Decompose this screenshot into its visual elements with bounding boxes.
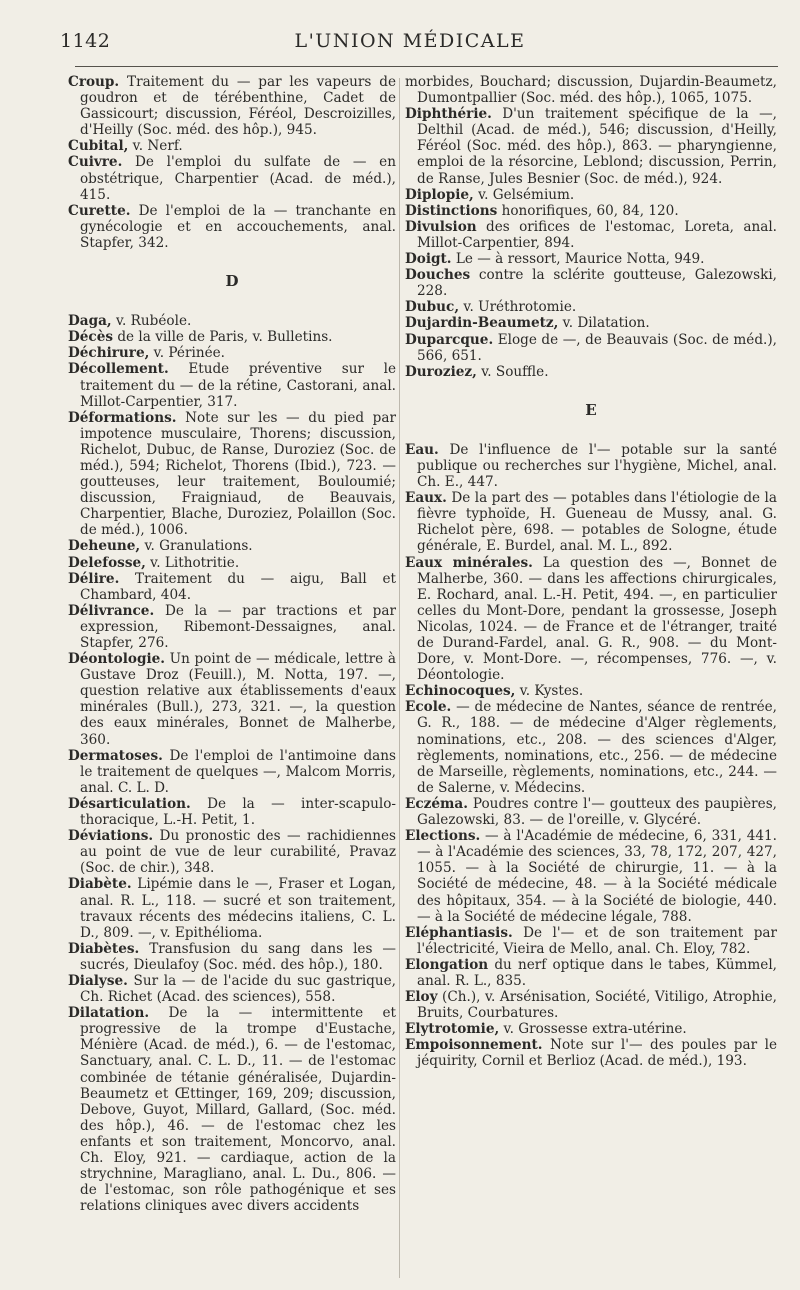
index-entry bbox=[405, 957, 777, 989]
entry-keyword: Désarticulation. bbox=[68, 795, 191, 812]
entry-text: De l'— et de son traitement par l'électricité, Vieira de Mello, anal. Ch. Eloy, 782. bbox=[417, 924, 777, 957]
entry-keyword: Déviations. bbox=[68, 828, 154, 845]
index-entry bbox=[68, 876, 396, 940]
index-entry bbox=[68, 1005, 396, 1214]
index-entry bbox=[68, 313, 396, 329]
index-entry bbox=[68, 571, 396, 603]
index-entry bbox=[405, 925, 777, 957]
entry-text: v. Dilatation. bbox=[558, 315, 650, 332]
entry-keyword: Eau. bbox=[405, 441, 439, 458]
entry-text: — à l'Académie de médecine, 6, 331, 441. — à l'Académie des sciences, 33, 78, 172, 207, 427, 1055. — à la Société de chirurgie, 11. — à la Société de médecine, 48. — à la Société médicale des hôpitaux, 354. — à la Société de biologie, 440. — à la Société de médecine légale, 788. bbox=[417, 828, 777, 925]
entry-text: Etude préventive sur le traitement du — de la rétine, Castorani, anal. Millot-Carpentier, 317. bbox=[80, 361, 396, 410]
index-entry bbox=[68, 361, 396, 409]
entry-text: v. Kystes. bbox=[515, 683, 584, 700]
entry-text: De l'emploi de l'antimoine dans le traitement de quelques —, Malcom Morris, anal. C. L. D. bbox=[80, 747, 396, 796]
index-entry bbox=[405, 1021, 777, 1037]
index-entry bbox=[68, 345, 396, 361]
entry-keyword: Déontologie. bbox=[68, 651, 166, 668]
index-entry bbox=[405, 828, 777, 925]
entry-keyword: Elongation bbox=[405, 956, 489, 973]
entry-text: De l'influence de l'— potable sur la santé publique ou recherches sur l'hygiène, Michel, anal. Ch. E., 447. bbox=[417, 441, 777, 491]
entry-keyword: Déformations. bbox=[68, 409, 177, 426]
entry-keyword: Elections. bbox=[405, 828, 481, 845]
index-entry bbox=[405, 442, 777, 490]
entry-text: De l'emploi de la — tranchante en gynécologie et en accouchements, anal. Stapfer, 342. bbox=[80, 202, 396, 251]
entry-keyword: Diabète. bbox=[68, 876, 132, 893]
index-entry bbox=[405, 796, 777, 828]
entry-text: (Ch.), v. Arsénisation, Société, Vitiligo, Atrophie, Bruits, Courbatures. bbox=[417, 989, 777, 1022]
section-letter: E bbox=[585, 400, 597, 419]
entry-text: v. Uréthrotomie. bbox=[459, 299, 577, 316]
header-rule bbox=[75, 66, 778, 67]
index-entry bbox=[405, 251, 777, 267]
page-number: 1142 bbox=[60, 30, 111, 52]
entry-keyword: Eaux. bbox=[405, 490, 447, 507]
entry-text: Eloge de —, de Beauvais (Soc. de méd.), 566, 651. bbox=[417, 331, 777, 364]
entry-text: du nerf optique dans le tabes, Kümmel, anal. R. L., 835. bbox=[417, 956, 777, 989]
entry-keyword: Eloy bbox=[405, 989, 438, 1006]
entry-text: Note sur l'— des poules par le jéquirity, Cornil et Berlioz (Acad. de méd.), 193. bbox=[417, 1037, 777, 1070]
index-entry bbox=[68, 538, 396, 554]
entry-text: des orifices de l'estomac, Loreta, anal. Millot-Carpentier, 894. bbox=[417, 218, 777, 251]
entry-text: Transfusion du sang dans les — sucrés, Dieulafoy (Soc. méd. des hôp.), 180. bbox=[80, 940, 396, 973]
index-entry bbox=[68, 748, 396, 796]
right-column bbox=[405, 74, 777, 1070]
entry-text: De la — inter-scapulo-thoracique, L.-H. Petit, 1. bbox=[80, 795, 396, 829]
entry-keyword: Douches bbox=[405, 267, 471, 284]
entry-keyword: Dermatoses. bbox=[68, 747, 163, 764]
entry-text: — de médecine de Nantes, séance de rentrée, G. R., 188. — de médecine d'Alger règlements, nominations, etc., 208. — des sciences d'Alger, règlements, nominations, etc., 256. — de médecine de Marseille, règlements, nominations, etc., 244. — de Salerne, v. Médecins. bbox=[417, 699, 777, 796]
entry-keyword: Empoisonnement. bbox=[405, 1037, 543, 1054]
index-entry bbox=[68, 828, 396, 876]
entry-keyword: Deheune, bbox=[68, 538, 141, 555]
entry-keyword: Dialyse. bbox=[68, 972, 128, 989]
index-entry bbox=[405, 332, 777, 364]
entry-text: Du pronostic des — rachidiennes au point de vue de leur curabilité, Pravaz (Soc. de chir.), 348. bbox=[80, 828, 396, 877]
entry-text: De la — intermittente et progressive de la trompe d'Eustache, Ménière (Acad. de méd.), 6. — de l'estomac, Sanctuary, anal. C. L. D., 11. — de l'estomac combinée de tétanie généralisée, Dujardin-Beaumetz et Œttinger, 169, 209; discussion, Debove, Guyot, Millard, Gallard, (Soc. méd. des hôp.), 46. — de l'estomac chez les enfants et son traitement, Moncorvo, anal. Ch. Eloy, 921. — cardiaque, action de la strychnine, Maragliano, anal. L. Du., 806. — de l'estomac, son rôle pathogénique et ses relations cliniques avec divers accidents bbox=[80, 1005, 396, 1215]
entry-keyword: Daga, bbox=[68, 313, 112, 330]
entry-text: v. Lithotritie. bbox=[145, 554, 240, 571]
index-entry bbox=[68, 329, 396, 345]
entry-text: De la part des — potables dans l'étiologie de la fièvre typhoïde, H. Gueneau de Mussy, anal. G. Richelot père, 698. — potables de Sologne, étude générale, E. Burdel, anal. M. L., 892. bbox=[417, 490, 777, 555]
entry-keyword: Elytrotomie, bbox=[405, 1021, 500, 1038]
entry-keyword: Eaux minérales. bbox=[405, 554, 533, 571]
entry-keyword: Délivrance. bbox=[68, 602, 155, 619]
entry-text: Traitement du — par les vapeurs de goudron et de térébenthine, Cadet de Gassicourt; discussion, Féréol, Descroizilles, d'Heilly (Soc. méd. des hôp.), 945. bbox=[80, 74, 396, 139]
index-entry bbox=[405, 1037, 777, 1069]
index-entry bbox=[68, 603, 396, 651]
entry-keyword: Echinocoques, bbox=[405, 683, 516, 700]
left-column bbox=[68, 74, 396, 1214]
entry-text: v. Granulations. bbox=[140, 538, 253, 555]
index-entry bbox=[405, 364, 777, 380]
index-entry bbox=[68, 555, 396, 571]
entry-keyword: Dubuc, bbox=[405, 299, 460, 316]
index-entry bbox=[405, 267, 777, 299]
entry-keyword: Dujardin-Beaumetz, bbox=[405, 315, 559, 332]
entry-text: De la — par tractions et par expression, Ribemont-Dessaignes, anal. Stapfer, 276. bbox=[80, 602, 396, 651]
index-entry bbox=[68, 410, 396, 539]
entry-keyword: Diplopie, bbox=[405, 186, 474, 203]
entry-text: v. Rubéole. bbox=[111, 313, 192, 330]
entry-text: v. Périnée. bbox=[149, 345, 225, 362]
entry-keyword: Eczéma. bbox=[405, 795, 468, 812]
entry-text: de la ville de Paris, v. Bulletins. bbox=[113, 329, 333, 346]
entry-text: D'un traitement spécifique de la —, Delthil (Acad. de méd.), 546; discussion, d'Heilly, Féréol (Soc. méd. des hôp.), 863. — pharyngienne, emploi de la résorcine, Leblond; discussion, Perrin, de Ranse, Jules Besnier (Soc. de méd.), 924. bbox=[417, 106, 777, 187]
index-entry bbox=[68, 651, 396, 748]
entry-keyword: Distinctions bbox=[405, 202, 498, 219]
entry-text: v. Gelsémium. bbox=[473, 186, 575, 203]
entry-keyword: Dilatation. bbox=[68, 1005, 150, 1022]
index-entry bbox=[68, 138, 396, 154]
entry-keyword: Délire. bbox=[68, 570, 120, 587]
entry-text: Traitement du — aigu, Ball et Chambard, 404. bbox=[80, 570, 396, 603]
index-entry bbox=[405, 187, 777, 203]
index-entry bbox=[405, 299, 777, 315]
index-entry bbox=[405, 74, 777, 106]
entry-keyword: Diphthérie. bbox=[405, 106, 492, 123]
entry-text: De l'emploi du sulfate de — en obstétrique, Charpentier (Acad. de méd.), 415. bbox=[80, 154, 396, 203]
index-entry bbox=[68, 973, 396, 1005]
entry-keyword: Duroziez, bbox=[405, 363, 477, 380]
page-header bbox=[60, 30, 760, 62]
index-entry bbox=[405, 699, 777, 796]
entry-text: v. Souffle. bbox=[476, 363, 549, 380]
entry-text: Le — à ressort, Maurice Notta, 949. bbox=[451, 251, 705, 268]
entry-text: Un point de — médicale, lettre à Gustave Droz (Feuill.), M. Notta, 197. —, question relative aux établissements d'eaux minérales (Bull.), 273, 321. —, la question des eaux minérales, Bonnet de Malherbe, 360. bbox=[80, 651, 396, 748]
entry-text: Sur la — de l'acide du suc gastrique, Ch. Richet (Acad. des sciences), 558. bbox=[80, 972, 396, 1006]
entry-text: Lipémie dans le —, Fraser et Logan, anal. R. L., 118. — sucré et son traitement, travaux récents des médecins italiens, C. L. D., 809. —, v. Epithélioma. bbox=[80, 876, 396, 941]
entry-text: v. Nerf. bbox=[128, 138, 183, 155]
entry-text: La question des —, Bonnet de Malherbe, 360. — dans les affections chirurgicales, E. Rochard, anal. L.-H. Petit, 494. —, en particulier celles du Mont-Dore, pendant la grossesse, Joseph Nicolas, 1024. — de France et de l'étranger, traité de Durand-Fardel, anal. G. R., 908. — du Mont-Dore, v. Mont-Dore. —, récompenses, 776. —, v. Déontologie. bbox=[417, 554, 777, 684]
index-entry bbox=[405, 490, 777, 554]
entry-text: morbides, Bouchard; discussion, Dujardin-Beaumetz, Dumontpallier (Soc. méd. des hôp.), 1065, 1075. bbox=[405, 74, 777, 107]
entry-keyword: Duparcque. bbox=[405, 331, 494, 348]
entry-keyword: Cuivre. bbox=[68, 154, 123, 171]
index-entry bbox=[405, 315, 777, 331]
entry-keyword: Ecole. bbox=[405, 699, 452, 716]
index-entry bbox=[405, 989, 777, 1021]
entry-keyword: Divulsion bbox=[405, 218, 477, 235]
entry-keyword: Croup. bbox=[68, 74, 120, 90]
entry-text: honorifiques, 60, 84, 120. bbox=[497, 202, 679, 219]
index-entry bbox=[68, 154, 396, 202]
journal-title: L'UNION MÉDICALE bbox=[294, 30, 526, 52]
entry-keyword: Delefosse, bbox=[68, 554, 146, 571]
entry-keyword: Décollement. bbox=[68, 361, 169, 378]
entry-text: Poudres contre l'— goutteux des paupières, Galezowski, 83. — de l'oreille, v. Glycéré. bbox=[417, 795, 777, 829]
entry-keyword: Curette. bbox=[68, 202, 131, 219]
entry-keyword: Eléphantiasis. bbox=[405, 924, 513, 941]
entry-keyword: Déchirure, bbox=[68, 345, 150, 362]
index-entry bbox=[68, 74, 396, 138]
index-entry bbox=[405, 219, 777, 251]
entry-keyword: Décès bbox=[68, 329, 114, 346]
entry-keyword: Diabètes. bbox=[68, 940, 140, 957]
index-entry bbox=[405, 203, 777, 219]
index-entry bbox=[405, 683, 777, 699]
index-entry bbox=[405, 555, 777, 684]
index-entry bbox=[68, 941, 396, 973]
index-entry bbox=[68, 203, 396, 251]
column-divider bbox=[399, 78, 400, 1278]
index-entry bbox=[68, 796, 396, 828]
entry-keyword: Doigt. bbox=[405, 251, 452, 268]
entry-text: Note sur les — du pied par impotence musculaire, Thorens; discussion, Richelot, Dubuc, de Ranse, Duroziez (Soc. de méd.), 594; Richelot, Thorens (Ibid.), 723. — goutteuses, leur traitement, Bouloumié; discussion, Fraigniaud, de Beauvais, Charpentier, Blache, Duroziez, Polaillon (Soc. de méd.), 1006. bbox=[80, 409, 396, 539]
entry-text: contre la sclérite goutteuse, Galezowski, 228. bbox=[417, 267, 777, 300]
entry-keyword: Cubital, bbox=[68, 138, 129, 155]
entry-text: v. Grossesse extra-utérine. bbox=[499, 1021, 687, 1038]
section-letter: D bbox=[225, 272, 239, 291]
index-entry bbox=[405, 106, 777, 186]
